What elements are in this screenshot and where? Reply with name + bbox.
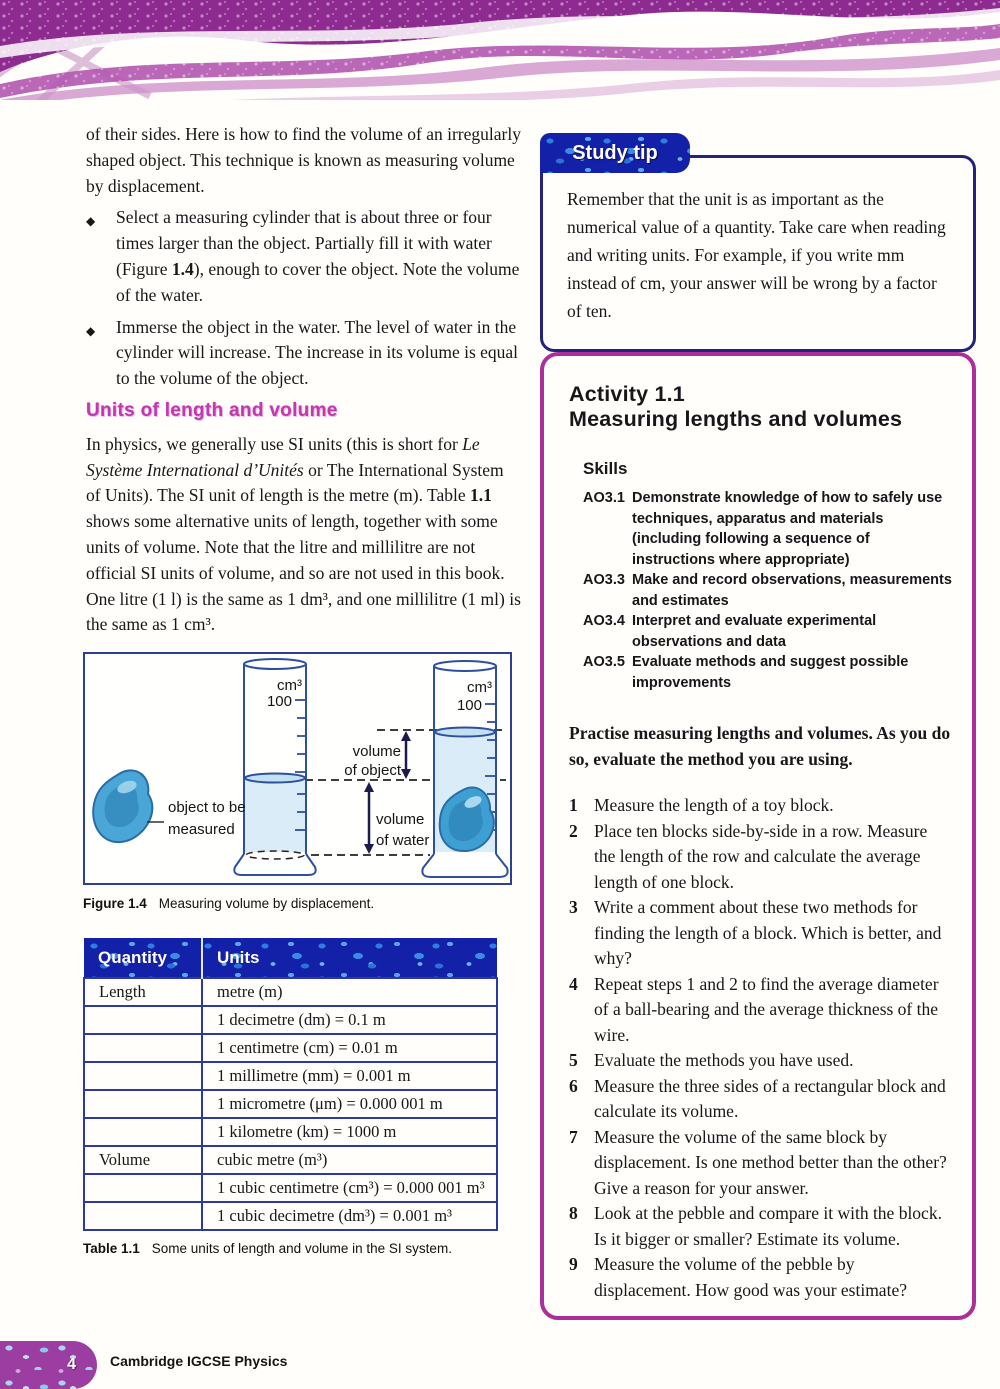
step-number: 9 bbox=[569, 1254, 578, 1274]
column-header-quantity: Quantity bbox=[84, 938, 202, 978]
step-number: 1 bbox=[569, 795, 578, 815]
step-item bbox=[569, 1125, 952, 1202]
table-caption bbox=[83, 1241, 498, 1256]
table-ref: 1.1 bbox=[470, 485, 492, 506]
step-item bbox=[569, 1074, 952, 1125]
cell-quantity bbox=[84, 1202, 202, 1230]
volume-of-object-arrow bbox=[401, 731, 411, 779]
study-tip-box bbox=[540, 133, 976, 352]
unit-label-left: cm³ bbox=[277, 677, 302, 694]
skill-text: Demonstrate knowledge of how to safely use techniques, apparatus and materials (including following a sequence of instructions where appropriate) bbox=[632, 490, 943, 568]
skill-item bbox=[583, 570, 952, 611]
table-row bbox=[84, 1118, 497, 1146]
study-tip-body bbox=[540, 155, 976, 352]
step-number: 5 bbox=[569, 1050, 578, 1070]
step-item bbox=[569, 1252, 952, 1303]
unit-label-right: cm³ bbox=[467, 679, 492, 696]
cell-units: 1 millimetre (mm) = 0.001 m bbox=[202, 1062, 497, 1090]
step-text: Repeat steps 1 and 2 to find the average diameter of a ball-bearing and the average thickness of the wire. bbox=[594, 973, 939, 1045]
units-text-5: shows some alternative units of length, together with some units of volume. Note that the litre and millilitre are not official SI units of volume, and so are not used in this book. One litre (1 l) is the same as 1 dm³, and one millilitre (1 ml) is the same as 1 cm³. bbox=[86, 511, 521, 635]
step-text: Look at the pebble and compare it with the block. Is it bigger or smaller? Estimate its volume. bbox=[594, 1203, 942, 1249]
skill-code: AO3.1 bbox=[583, 490, 625, 506]
bullet-text bbox=[116, 205, 522, 308]
intro-paragraph: of their sides. Here is how to find the volume of an irregularly shaped object. This technique is known as measuring volume by displacement. bbox=[86, 124, 521, 196]
cell-quantity bbox=[84, 1034, 202, 1062]
skill-text: Interpret and evaluate experimental observations and data bbox=[632, 613, 877, 650]
right-measuring-cylinder bbox=[422, 661, 507, 877]
volume-of-object-label: volume bbox=[352, 743, 401, 760]
step-number: 3 bbox=[569, 897, 578, 917]
step-item bbox=[569, 1048, 952, 1074]
si-name-italic: Le Système International d’Unités bbox=[86, 433, 480, 480]
page-number: 4 bbox=[67, 1356, 76, 1373]
cell-quantity bbox=[84, 1118, 202, 1146]
volume-of-water-label: volume bbox=[376, 811, 425, 828]
activity-subtitle: Measuring lengths and volumes bbox=[569, 407, 903, 431]
scale-label-right: 100 bbox=[456, 697, 482, 714]
cell-quantity: Volume bbox=[84, 1146, 202, 1174]
volume-of-water-label: of water bbox=[376, 832, 430, 849]
table-row bbox=[84, 1006, 497, 1034]
step-item bbox=[569, 1201, 952, 1252]
bullet1-text-a: Select a measuring cylinder that is about three or four times larger than the object. Partially fill it with water (Figure bbox=[116, 207, 492, 279]
bullet-item bbox=[86, 315, 522, 392]
intro-section bbox=[86, 122, 522, 392]
skills-heading: Skills bbox=[583, 459, 628, 478]
step-text: Measure the volume of the same block by displacement. Is one method better than the other? Give a reason for your answer. bbox=[594, 1126, 947, 1198]
book-title: Cambridge IGCSE Physics bbox=[110, 1353, 288, 1369]
step-number: 2 bbox=[569, 820, 578, 841]
step-number: 4 bbox=[569, 973, 578, 994]
cell-units: 1 kilometre (km) = 1000 m bbox=[202, 1118, 497, 1146]
step-text: Measure the three sides of a rectangular block and calculate its volume. bbox=[594, 1075, 946, 1121]
cell-units: 1 decimetre (dm) = 0.1 m bbox=[202, 1006, 497, 1034]
table-row bbox=[84, 1090, 497, 1118]
cell-units: 1 centimetre (cm) = 0.01 m bbox=[202, 1034, 497, 1062]
bullet-item bbox=[86, 205, 522, 308]
table-row bbox=[84, 978, 497, 1006]
activity-box bbox=[540, 352, 976, 1320]
step-text: Measure the volume of the pebble by displacement. How good was your estimate? bbox=[594, 1254, 907, 1300]
cell-quantity bbox=[84, 1062, 202, 1090]
step-item bbox=[569, 793, 952, 819]
cell-quantity: Length bbox=[84, 978, 202, 1006]
cell-quantity bbox=[84, 1174, 202, 1202]
section-heading: Units of length and volume bbox=[86, 400, 338, 421]
step-text: Place ten blocks side-by-side in a row. Measure the length of the row and calculate the average length of one block. bbox=[594, 820, 928, 892]
table-row bbox=[84, 1034, 497, 1062]
figure-caption-text: Measuring volume by displacement. bbox=[158, 896, 375, 911]
step-text: Write a comment about these two methods for finding the length of a block. Which is better, and why? bbox=[594, 897, 942, 968]
activity-number: Activity 1.1 bbox=[569, 382, 685, 406]
figure-caption bbox=[83, 896, 512, 911]
study-tip-tab: Study tip bbox=[540, 133, 690, 173]
step-item bbox=[569, 819, 952, 896]
units-text-1: In physics, we generally use SI units (this is short for bbox=[86, 433, 463, 454]
figure-1-4 bbox=[83, 652, 512, 911]
step-number: 8 bbox=[569, 1203, 578, 1223]
scale-label-left: 100 bbox=[266, 693, 292, 710]
table-row bbox=[84, 1202, 497, 1230]
table-row bbox=[84, 1174, 497, 1202]
volume-of-water-arrow bbox=[364, 782, 374, 854]
diamond-bullet-icon: ◆ bbox=[86, 214, 96, 229]
units-paragraph bbox=[86, 432, 522, 638]
cell-quantity bbox=[84, 1090, 202, 1118]
step-number: 7 bbox=[569, 1126, 578, 1147]
skill-text: Make and record observations, measurements and estimates bbox=[632, 572, 952, 609]
table-caption-label: Table 1.1 bbox=[83, 1241, 140, 1256]
skill-code: AO3.5 bbox=[583, 654, 625, 670]
step-item bbox=[569, 895, 952, 972]
activity-intro: Practise measuring lengths and volumes. As you do so, evaluate the method you are using. bbox=[569, 723, 951, 769]
object-label: object to be bbox=[168, 799, 246, 816]
activity-title bbox=[569, 382, 952, 432]
step-item bbox=[569, 972, 952, 1049]
skill-text: Evaluate methods and suggest possible improvements bbox=[632, 654, 909, 691]
page-number-tab bbox=[0, 1341, 97, 1389]
cell-units: 1 cubic centimetre (cm³) = 0.000 001 m³ bbox=[202, 1174, 497, 1202]
skill-item bbox=[583, 488, 952, 570]
step-text: Evaluate the methods you have used. bbox=[594, 1050, 854, 1070]
skill-item bbox=[583, 611, 952, 652]
cell-units: 1 cubic decimetre (dm³) = 0.001 m³ bbox=[202, 1202, 497, 1230]
diamond-bullet-icon: ◆ bbox=[86, 323, 96, 338]
table-row bbox=[84, 1062, 497, 1090]
cell-units: 1 micrometre (μm) = 0.000 001 m bbox=[202, 1090, 497, 1118]
bullet-text: Immerse the object in the water. The level of water in the cylinder will increase. The increase in its volume is equal to the volume of the object. bbox=[116, 316, 519, 389]
figure-caption-label: Figure 1.4 bbox=[83, 896, 147, 911]
skill-item bbox=[583, 652, 952, 693]
table-header-row bbox=[84, 938, 497, 978]
skill-code: AO3.4 bbox=[583, 613, 625, 629]
cell-quantity bbox=[84, 1006, 202, 1034]
table-caption-text: Some units of length and volume in the SI system. bbox=[151, 1241, 452, 1256]
step-text: Measure the length of a toy block. bbox=[594, 795, 834, 815]
activity-steps bbox=[569, 793, 952, 1303]
object-label: measured bbox=[168, 821, 235, 838]
displacement-diagram bbox=[85, 654, 510, 883]
units-section bbox=[86, 398, 522, 638]
table-1-1 bbox=[83, 938, 498, 1256]
step-number: 6 bbox=[569, 1075, 578, 1096]
figure-frame bbox=[83, 652, 512, 885]
cell-units: metre (m) bbox=[202, 978, 497, 1006]
column-header-units: Units bbox=[217, 947, 260, 967]
table-row bbox=[84, 1146, 497, 1174]
figure-ref: 1.4 bbox=[171, 258, 194, 279]
volume-of-object-label: of object bbox=[344, 762, 401, 779]
cell-units: cubic metre (m³) bbox=[202, 1146, 497, 1174]
bullet1-text-c: ), enough to cover the object. Note the volume of the water. bbox=[116, 258, 520, 305]
units-text-3: or The International System of Units). The SI unit of length is the metre (m). Table bbox=[86, 459, 504, 506]
skill-code: AO3.3 bbox=[583, 572, 625, 588]
study-tip-text: Remember that the unit is as important as the numerical value of a quantity. Take care when reading and writing units. For example, if you write mm instead of cm, your answer will be wrong by a factor of ten. bbox=[567, 189, 946, 321]
pebble-object bbox=[93, 770, 164, 842]
decorative-wave-banner bbox=[0, 0, 1000, 100]
left-measuring-cylinder bbox=[234, 659, 315, 875]
units-table bbox=[83, 938, 498, 1231]
